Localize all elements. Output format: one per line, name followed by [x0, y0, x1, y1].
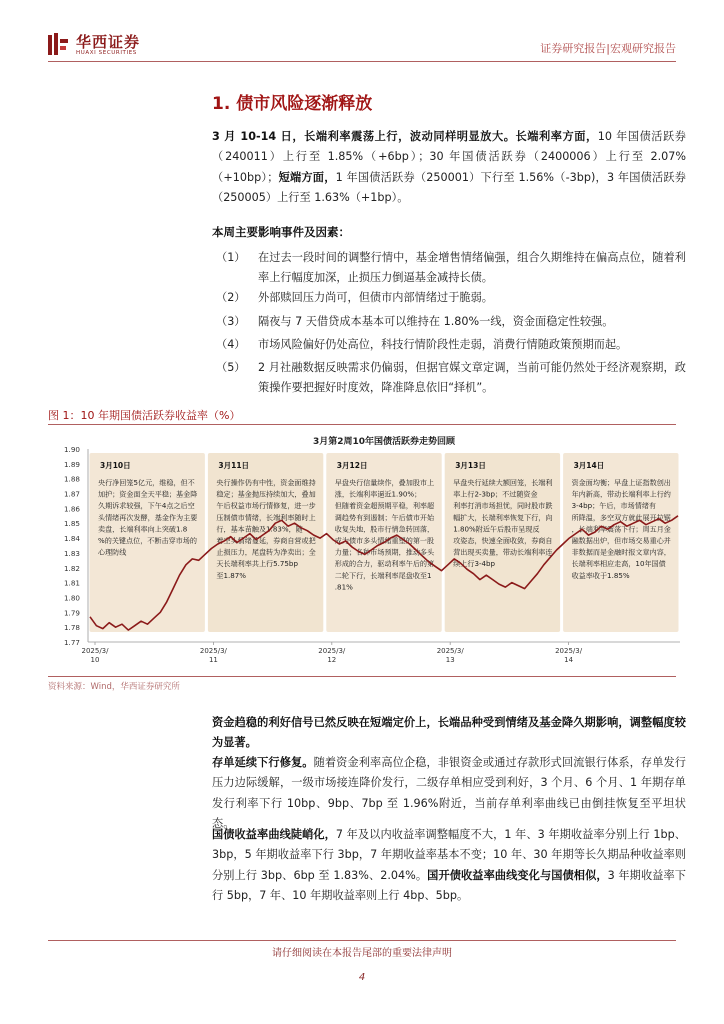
x-tick-label: 2025/3/: [436, 647, 464, 655]
x-tick-label-day: 12: [327, 656, 337, 664]
y-tick-label: 1.88: [63, 474, 80, 484]
legal-disclaimer: 请仔细阅读在本报告尾部的重要法律声明: [272, 948, 452, 959]
y-tick-label: 1.78: [63, 623, 80, 633]
events-title: 本周主要影响事件及因素：: [212, 225, 350, 239]
figure-caption: 图 1：10 年期国债活跃券收益率（%）: [48, 409, 241, 422]
x-tick-label: 2025/3/: [199, 647, 227, 655]
cdb-text: 3 年期收益率下行 5bp，7 年、10 年期收益率则上行 4bp、5bp。: [212, 868, 686, 903]
curve-bold-lead: 国债收益率曲线陡峭化，: [212, 828, 336, 841]
event-text: 市场风险偏好仍处高位，科技行情阶段性走弱，消费行情随政策预期而起。: [258, 338, 628, 351]
chart-title: 3月第2周10年国债活跃券走势回顾: [312, 437, 456, 447]
intro-paragraph: [212, 127, 686, 209]
y-tick-label: 1.82: [63, 563, 80, 573]
annotation-text: 央行操作仍有中性，资金面维持稳定；基金抛压持续加大，叠加午后权益市场行情修复，进一步压制债市情绪，长端利率随时上行，基本苗触及1.83%，随着空头情绪蔓延，券商自营或把止损压力，尾盘转为净卖出；全天长端利率共上行5.75bp 至1.87%: [216, 478, 316, 580]
y-tick-label: 1.90: [63, 445, 80, 454]
huaxi-logo-icon: [48, 33, 68, 55]
y-tick-label: 1.84: [63, 534, 80, 544]
annotation-date: 3月10日: [100, 461, 131, 470]
x-tick-label-day: 11: [208, 656, 218, 664]
event-number: （2）: [216, 291, 246, 304]
event-text: 外部赎回压力尚可，但债市内部情绪过于脆弱。: [258, 291, 493, 304]
y-tick-label: 1.86: [63, 504, 80, 514]
page-header: [0, 0, 724, 62]
intro-bold-lead: 3 月 10-14 日，长端利率震荡上行，波动同样明显放大。长端利率方面，: [212, 130, 598, 143]
curve-text: 7 年及以内收益率调整幅度不大，1 年、3 年期收益率分别上行 1bp、3bp，5 年期收益率下行 3bp，7 年期收益率基本不变；10 年、30 年期等长久期品种收益率则分别上行 3bp、6bp 至 1.83%、2.04%。: [212, 828, 686, 882]
figure-source: 资料来源：Wind，华西证券研究所: [48, 682, 180, 692]
event-number: （5）: [216, 361, 246, 374]
cd-text: 随着资金利率高位企稳，非银资金或通过存款形式回流银行体系，存单发行压力边际缓解，一级市场接连降价发行，二级存单相应受到利好，3 个月、6 个月、1 年期存单发行利率下行 10bp、9bp、7bp 至 1.96%附近，当前存单利率曲线已由倒挂恢复至平坦状态。: [212, 756, 686, 831]
annotation-text: 央行净回笼5亿元，维稳，但不加护；资金面全天平稳；基金降久期诉求较强，下午4点之后空头情绪再次发酵，基金作为主要卖盘，长端利率向上突破1.8 %的关键点位，不断击穿市场的心理防线: [98, 478, 198, 557]
y-tick-label: 1.89: [63, 459, 80, 469]
figure-bottom-divider: [48, 676, 676, 677]
annotation-date: 3月11日: [218, 461, 250, 470]
event-number: （4）: [216, 338, 246, 351]
y-tick-label: 1.87: [63, 489, 80, 499]
intro-bold-short: 短端方面，: [278, 170, 336, 184]
y-tick-label: 1.79: [63, 608, 80, 618]
section-title: 1. 债市风险逐渐释放: [212, 94, 373, 114]
annotation-date: 3月14日: [573, 461, 605, 470]
annotation-text: 早盘央行信量续作，叠加股市上涨，长端利率逼近1.90%；但随着资金超预期平稳，利率超调趋势有到遏制；午后债市开始收复失地，股市行情急转回落，成为债市多头情绪重塑的第一股力量；各种市场预期，推动多头形成的合力，驱动利率午后的第二轮下行，长端利率尾盘收至1 .81%: [334, 478, 435, 592]
x-tick-label-day: 13: [445, 656, 455, 664]
footer-divider: [48, 940, 676, 941]
event-text: 2 月社融数据反映需求仍偏弱，但据官媒文章定调，当前可能仍然处于经济观察期，政策操作要把握好时度效，降准降息依旧“择机”。: [258, 361, 686, 395]
event-number: （1）: [216, 251, 246, 264]
y-tick-label: 1.81: [63, 578, 80, 588]
annotation-date: 3月13日: [455, 461, 486, 470]
x-tick-label: 2025/3/: [318, 647, 346, 655]
annotation-date: 3月12日: [336, 461, 368, 470]
header-divider: [48, 61, 676, 62]
brand-name-en: HUAXI SECURITIES: [76, 50, 137, 56]
annotation-text: 资金面均衡；早盘上证指数创出年内新高，带动长端利率上行约 3-4bp；午后，市场情绪有所降温，多空双方就此展开拉锯，长端利率震荡下行；周五月金融数据出炉，但市场交易重心并非数据而是金融时报文章内容，长端利率相应走高，10年国债收益率收于1.85%: [571, 478, 671, 580]
intro-long-rates: 10 年国债活跃券（240011）上行至 1.85%（+6bp）；30 年国债活跃券（2400006）上行至 2.07%（+10bp）；: [212, 130, 686, 184]
event-text: 在过去一段时间的调整行情中，基金增售情绪偏强，组合久期维持在偏高点位，随着利率上行幅度加深，止损压力倒逼基金减持长债。: [258, 251, 686, 285]
x-tick-label: 2025/3/: [555, 647, 583, 655]
yield-line-chart: [48, 428, 688, 674]
page-number: 4: [358, 972, 366, 983]
x-tick-label: 2025/3/: [81, 647, 109, 655]
brand-name-cn: 华西证券: [76, 33, 141, 51]
y-tick-label: 1.85: [63, 519, 80, 529]
cd-paragraph: [212, 753, 686, 835]
y-tick-label: 1.80: [63, 593, 80, 603]
report-type-tag: 证券研究报告|宏观研究报告: [540, 42, 676, 55]
x-tick-label-day: 14: [564, 656, 574, 664]
y-tick-label: 1.77: [63, 638, 80, 647]
x-tick-label-day: 10: [90, 656, 100, 664]
annotation-text: 早盘央行延续大额回笼，长端利率上行2-3bp；不过随资金利率打消市场担忧，同时股市跌幅扩大，长端利率恢复下行，向 1.80%附近午后股市呈现反攻姿态，快速全面收敛，券商自营出现买卖量，带动长端利率连续上行3-4bp: [453, 478, 553, 569]
event-text: 隔夜与 7 天借贷成本基本可以维持在 1.80%一线，资金面稳定性较强。: [258, 315, 614, 328]
y-tick-label: 1.83: [63, 548, 80, 558]
cdb-bold-lead: 国开债收益率曲线变化与国债相似，: [427, 868, 608, 882]
event-number: （3）: [216, 315, 246, 328]
figure-top-divider: [48, 424, 676, 425]
intro-short-rates: 1 年国债活跃券（250001）下行至 1.56%（-3bp)，3 年国债活跃券（250005）上行至 1.63%（+1bp）。: [212, 170, 686, 205]
cd-bold-lead: 存单延续下行修复。: [212, 756, 314, 769]
curve-paragraph: [212, 825, 686, 907]
analysis-summary: 资金趋稳的利好信号已然反映在短端定价上，长端品种受到情绪及基金降久期影响，调整幅度较为显著。: [212, 716, 686, 750]
